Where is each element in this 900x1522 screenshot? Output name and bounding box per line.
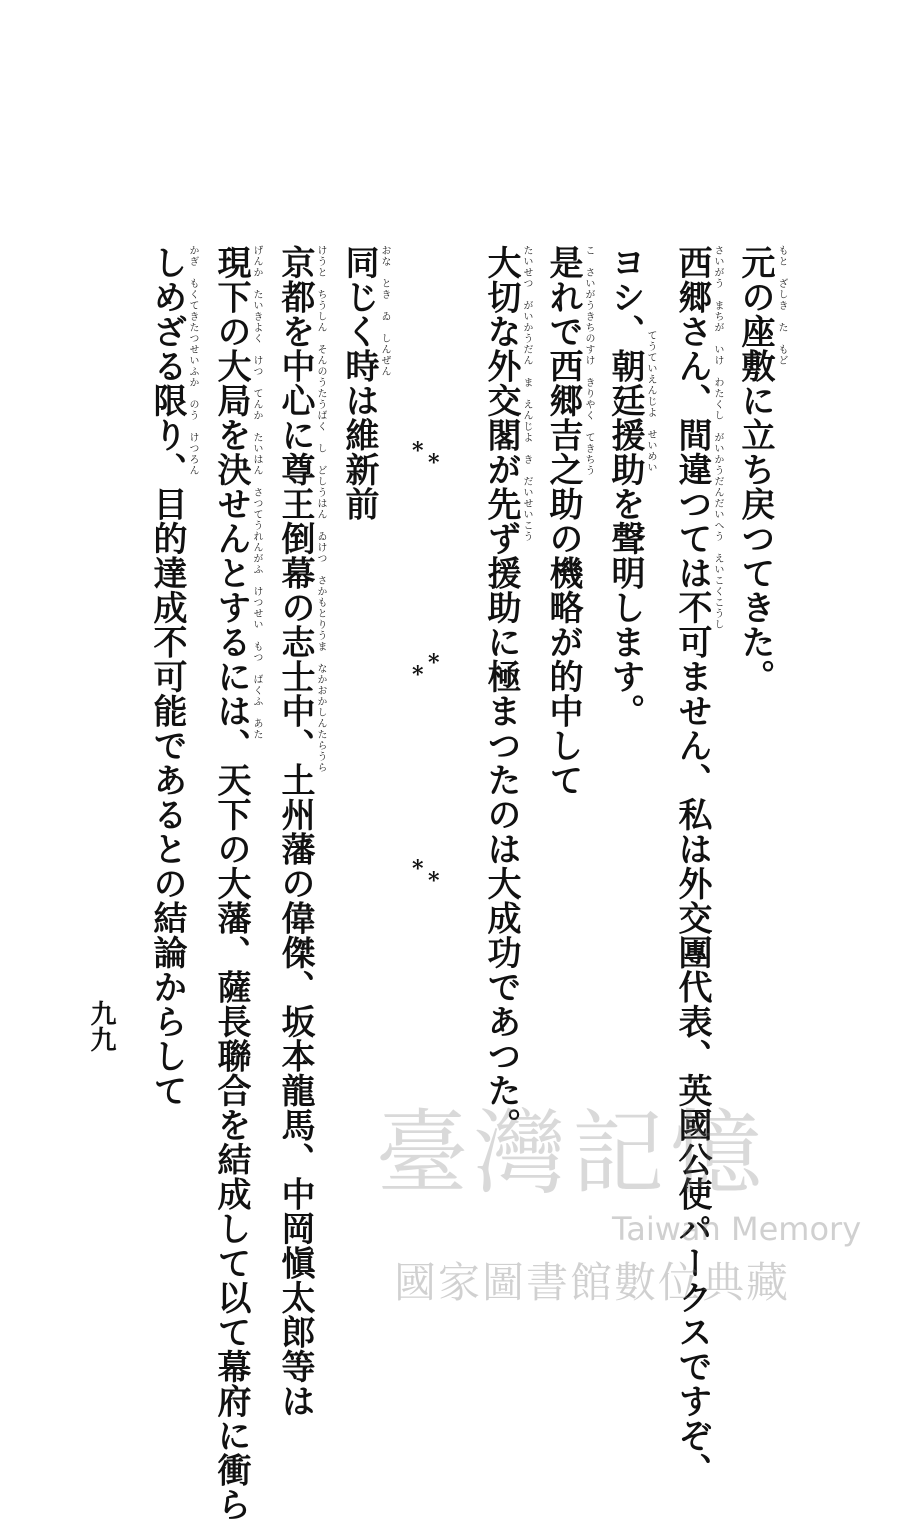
ruby-column-9: かぎ もくてきたつせいふか のう けつろん — [187, 245, 198, 476]
page-number: 九九 — [86, 1000, 116, 1052]
text-column-8: 現下の大局を決せんとするには、天下の大藩、薩長聯合を結成して以て幕府に衝ら — [211, 245, 251, 1522]
separator-asterisk-6: * — [428, 868, 440, 894]
text-column-3: ヨシ、朝廷援助を聲明します。 — [605, 245, 645, 728]
text-column-5: 大切な外交閣が先ず援助に極まつたのは大成功であつた。 — [481, 245, 521, 1142]
separator-asterisk-3: * — [428, 650, 440, 676]
watermark-subtitle: 國家圖書館數位典藏 — [394, 1258, 791, 1307]
watermark-title: 臺灣記憶 — [376, 1100, 769, 1207]
text-column-1: 元の座敷に立ち戻つてきた。 — [735, 245, 775, 694]
text-column-7: 京都を中心に尊王倒幕の志士中、土州藩の偉傑、坂本龍馬、中岡愼太郎等は — [275, 245, 315, 1418]
text-column-9: しめざる限り、目的達成不可能であるとの結論からして — [147, 245, 187, 1108]
text-column-6: 同じく時は維新前 — [339, 245, 379, 521]
text-column-2: 西郷さん、間違つては不可ません、私は外交團代表、英國公使パークスですぞ、 — [672, 245, 712, 1487]
ruby-column-5: たいせつ がいかうだん ま えんじよ き だいせいこう — [521, 245, 532, 542]
ruby-column-3: てうていえんじよ せいめい — [645, 330, 656, 473]
separator-asterisk-5: * — [412, 856, 424, 882]
ruby-column-4: こ さいがうきちのすけ きりやく てきちう — [583, 245, 594, 476]
ruby-column-7: けうと ちうしん そんのうたうばく し どしうはん ゐけつ さかもとりうま なかおかしんたらうら — [315, 245, 326, 773]
separator-asterisk-2: * — [428, 450, 440, 476]
ruby-column-1: もと ざしき た もど — [776, 245, 787, 366]
text-column-4: 是れで西郷吉之助の機略が的中して — [543, 245, 583, 797]
ruby-column-6: おな とき ゐ しんぜん — [379, 245, 390, 377]
ruby-column-2: さいがう まちが いけ わたくし がいかうだんだいへう えいこくこうし — [712, 245, 723, 630]
ruby-column-8: げんか たいきよく けつ てんか たいはん さつてうれんがふ けつせい もつ ばくふ あた — [251, 245, 262, 740]
separator-asterisk-1: * — [412, 438, 424, 464]
watermark-english: Taiwan Memory — [612, 1210, 862, 1248]
separator-asterisk-4: * — [412, 662, 424, 688]
